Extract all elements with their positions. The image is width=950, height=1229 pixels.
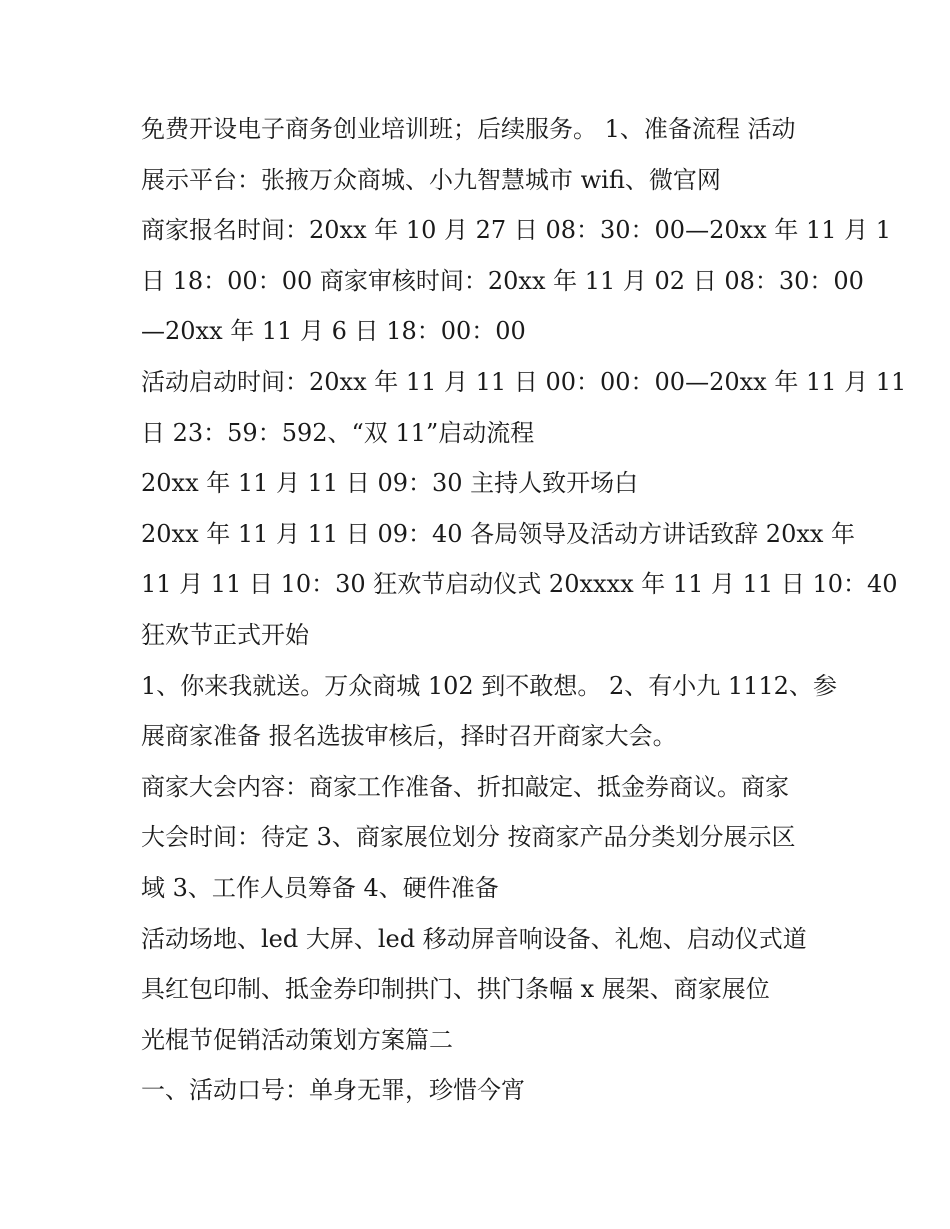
text-line: 20xx 年 11 月 11 日 09：30 主持人致开场白 [141,469,639,498]
text-line: 展商家准备 报名选拔审核后，择时召开商家大会。 [141,722,677,751]
text-line: 具红包印制、抵金券印制拱门、拱门条幅 x 展架、商家展位 [141,975,770,1004]
section-heading: 光棍节促销活动策划方案篇二 [141,1025,453,1054]
text-line: 免费开设电子商务创业培训班；后续服务。 1、准备流程 活动 [141,115,796,143]
text-line: 日 18：00：00 商家审核时间：20xx 年 11 月 02 日 08：30：00 [141,266,864,295]
text-line: 狂欢节正式开始 [141,620,309,649]
text-line: —20xx 年 11 月 6 日 18：00：00 [141,317,526,346]
text-line: 一、活动口号：单身无罪，珍惜今宵 [141,1076,525,1105]
text-line: 大会时间：待定 3、商家展位划分 按商家产品分类划分展示区 [141,823,796,852]
text-line: 11 月 11 日 10：30 狂欢节启动仪式 20xxxx 年 11 月 11 日 10：40 [141,570,898,599]
text-line: 商家大会内容：商家工作准备、折扣敲定、抵金券商议。商家 [141,772,789,801]
text-line: 展示平台：张掖万众商城、小九智慧城市 wifi、微官网 [141,165,721,194]
text-line: 20xx 年 11 月 11 日 09：40 各局领导及活动方讲话致辞 20xx 年 [141,519,856,548]
text-line: 1、你来我就送。万众商城 102 到不敢想。 2、有小九 1112、参 [141,671,837,700]
text-line: 日 23：59：592、“双 11”启动流程 [141,418,535,447]
document-body [141,104,907,1116]
text-line: 活动场地、led 大屏、led 移动屏音响设备、礼炮、启动仪式道 [141,924,807,953]
text-line: 商家报名时间：20xx 年 10 月 27 日 08：30：00—20xx 年 11 月 1 [141,216,892,245]
text-line: 域 3、工作人员筹备 4、硬件准备 [141,873,499,902]
text-line: 活动启动时间：20xx 年 11 月 11 日 00：00：00—20xx 年 11 月 11 [141,367,907,396]
